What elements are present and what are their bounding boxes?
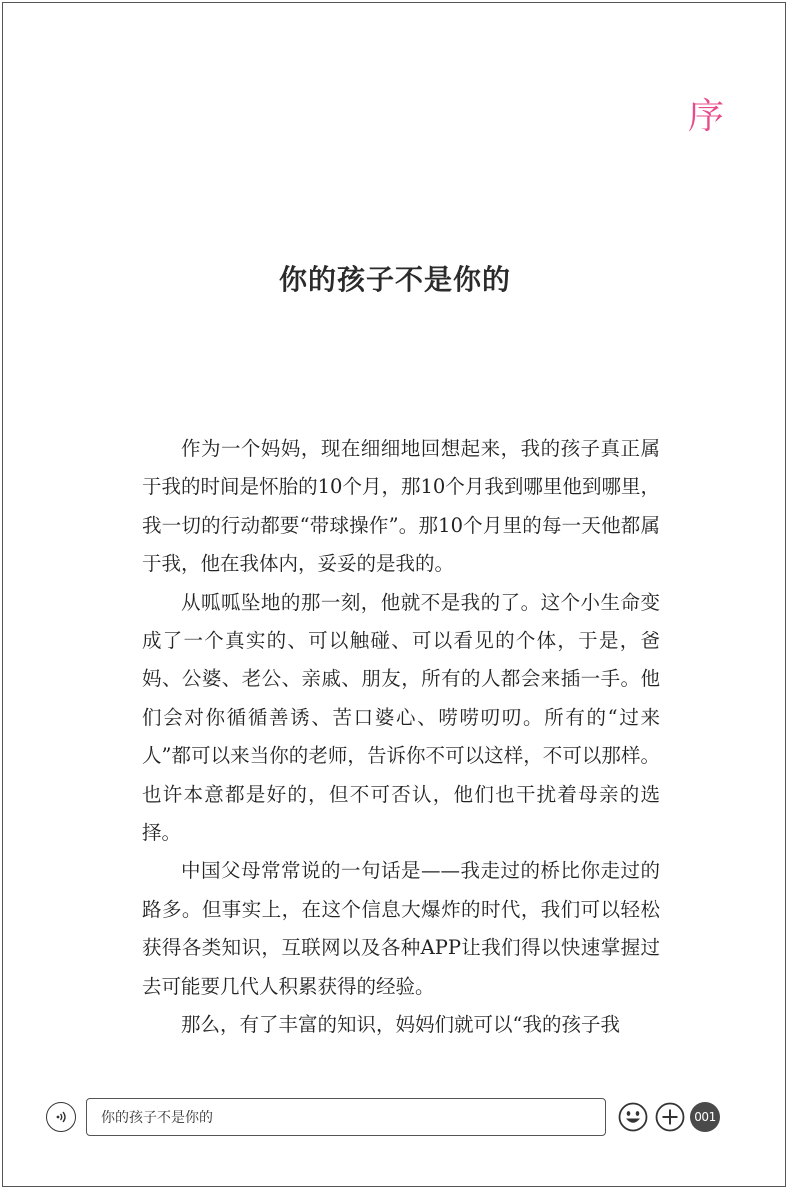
paragraph: 作为一个妈妈，现在细细地回想起来，我的孩子真正属于我的时间是怀胎的10个月，那10个月我到哪里他到哪里，我一切的行动都要“带球操作”。那10个月里的每一天他都属于我，他在我体内，妥妥的是我的。 xyxy=(142,437,660,576)
paragraph: 那么，有了丰富的知识，妈妈们就可以“我的孩子我 xyxy=(181,1013,620,1037)
comment-bar xyxy=(46,1098,726,1138)
audio-button[interactable] xyxy=(46,1102,76,1132)
add-button[interactable] xyxy=(655,1102,685,1132)
emoji-button[interactable] xyxy=(618,1102,648,1132)
page-number: 001 xyxy=(690,1102,720,1132)
comment-input[interactable] xyxy=(86,1098,606,1136)
audio-icon xyxy=(53,1109,69,1125)
paragraph: 从呱呱坠地的那一刻，他就不是我的了。这个小生命变成了一个真实的、可以触碰、可以看见的个体，于是，爸妈、公婆、老公、亲戚、朋友，所有的人都会来插一手。他们会对你循循善诱、苦口婆心、唠唠叨叨。所有的“过来人”都可以来当你的老师，告诉你不可以这样，不可以那样。也许本意都是好的，但不可否认，他们也干扰着母亲的选择。 xyxy=(142,590,660,845)
section-mark: 序 xyxy=(687,96,724,137)
comment-input-text: 你的孩子不是你的 xyxy=(101,1110,213,1126)
paragraph: 中国父母常常说的一句话是——我走过的桥比你走过的路多。但事实上，在这个信息大爆炸的时代，我们可以轻松获得各类知识，互联网以及各种APP让我们得以快速掌握过去可能要几代人积累获得的经验。 xyxy=(142,859,660,998)
body-text xyxy=(142,430,660,1045)
chapter-title: 你的孩子不是你的 xyxy=(278,263,511,296)
plus-icon xyxy=(655,1102,685,1132)
smiley-icon xyxy=(618,1102,648,1132)
